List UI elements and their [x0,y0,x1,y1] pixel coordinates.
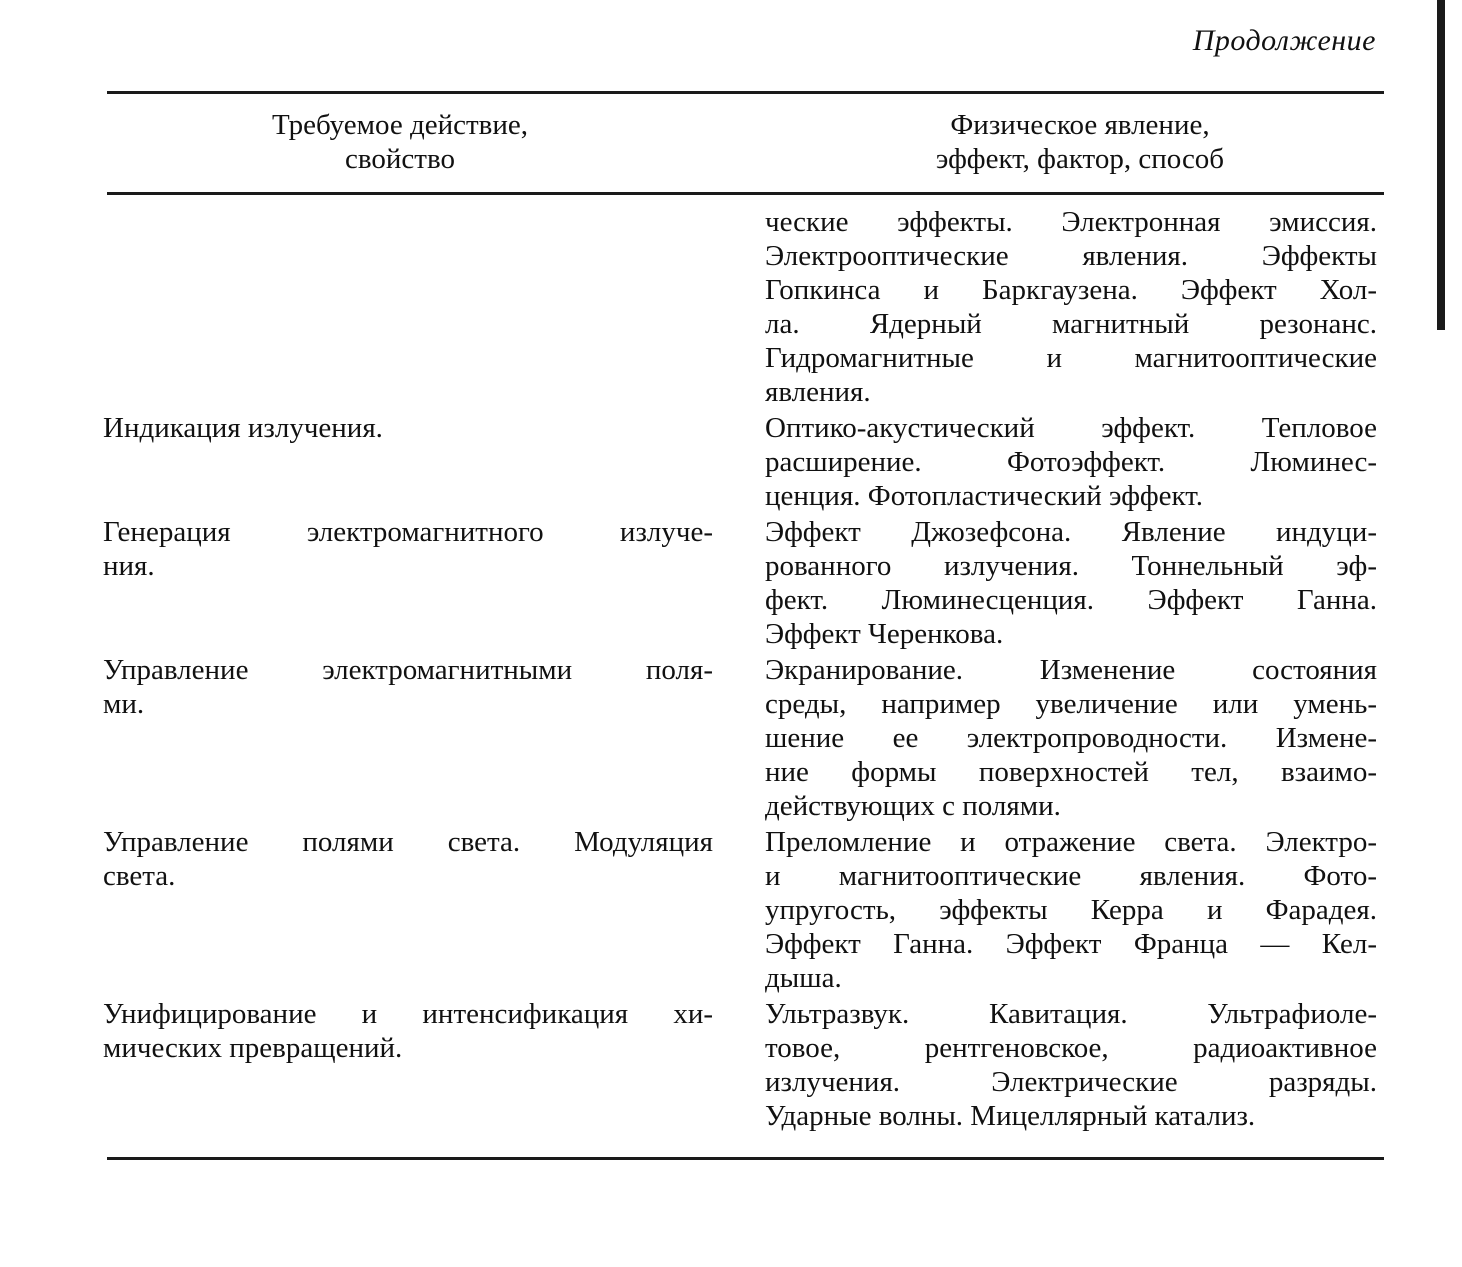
cell-line: дыша. [765,962,842,994]
cell-line: и магнитооптические явления. Фото- [765,860,1377,892]
cell-line: Оптико-акустический эффект. Тепловое [765,412,1377,444]
cell-line: Эффект Ганна. Эффект Франца — Кел- [765,928,1377,960]
cell-line: Гидромагнитные и магнитооптические [765,342,1377,374]
cell-required-action [103,515,713,583]
table-top-rule [107,91,1384,94]
cell-line: ценция. Фотопластический эффект. [765,480,1203,512]
cell-line: шение ее электропроводности. Измене- [765,722,1377,754]
table-row [103,205,1383,409]
cell-line: излучения. Электрические разряды. [765,1066,1377,1098]
cell-line: ния. [103,550,155,582]
table-body [103,205,1383,1133]
cell-line: ческие эффекты. Электронная эмиссия. [765,206,1377,238]
cell-line: Преломление и отражение света. Электро- [765,826,1377,858]
continuation-label: Продолжение [1192,24,1376,57]
cell-line: упругость, эффекты Керра и Фарадея. [765,894,1377,926]
table-bottom-rule [107,1157,1384,1160]
table-row [103,515,1383,651]
table-row [103,411,1383,513]
header-physical-phenomenon: Физическое явление, эффект, фактор, способ [935,109,1225,175]
table-row [103,825,1383,995]
cell-line: товое, рентгеновское, радиоактивное [765,1032,1377,1064]
cell-line: среды, например увеличение или умень- [765,688,1377,720]
cell-line: света. [103,860,176,892]
cell-line: рованного излучения. Тоннельный эф- [765,550,1377,582]
cell-line: Экранирование. Изменение состояния [765,654,1377,686]
cell-line: Ударные волны. Мицеллярный катализ. [765,1100,1256,1132]
cell-line: ние формы поверхностей тел, взаимо- [765,756,1377,788]
cell-line: Управление электромагнитными поля- [103,654,713,686]
cell-line: Эффект Черенкова. [765,618,1004,650]
cell-line: расширение. Фотоэффект. Люминес- [765,446,1377,478]
table-row [103,653,1383,823]
table-row [103,997,1383,1133]
cell-line: Генерация электромагнитного излуче- [103,516,713,548]
cell-line: мических превращений. [103,1032,403,1064]
cell-line: Эффект Джозефсона. Явление индуци- [765,516,1377,548]
header-required-action: Требуемое действие, свойство [272,109,528,175]
table-header-rule [107,192,1384,195]
cell-required-action [103,653,713,721]
cell-line: фект. Люминесценция. Эффект Ганна. [765,584,1377,616]
cell-line: Гопкинса и Баркгаузена. Эффект Хол- [765,274,1377,306]
cell-line: Управление полями света. Модуляция [103,826,713,858]
cell-required-action [103,997,713,1065]
cell-physical-phenomenon [765,411,1377,513]
cell-required-action [103,825,713,893]
cell-physical-phenomenon [765,997,1377,1133]
cell-line: Индикация излучения. [103,412,383,444]
cell-line: Ультразвук. Кавитация. Ультрафиоле- [765,998,1377,1030]
cell-physical-phenomenon [765,825,1377,995]
cell-physical-phenomenon [765,653,1377,823]
cell-physical-phenomenon [765,205,1377,409]
cell-line: действующих с полями. [765,790,1061,822]
cell-line: ла. Ядерный магнитный резонанс. [765,308,1377,340]
cell-line: Унифицирование и интенсификация хи- [103,998,713,1030]
cell-physical-phenomenon [765,515,1377,651]
cell-line: Электрооптические явления. Эффекты [765,240,1377,272]
cell-line: ми. [103,688,145,720]
cell-required-action [103,411,713,445]
page-edge-bar [1437,0,1445,330]
cell-line: явления. [765,376,871,408]
